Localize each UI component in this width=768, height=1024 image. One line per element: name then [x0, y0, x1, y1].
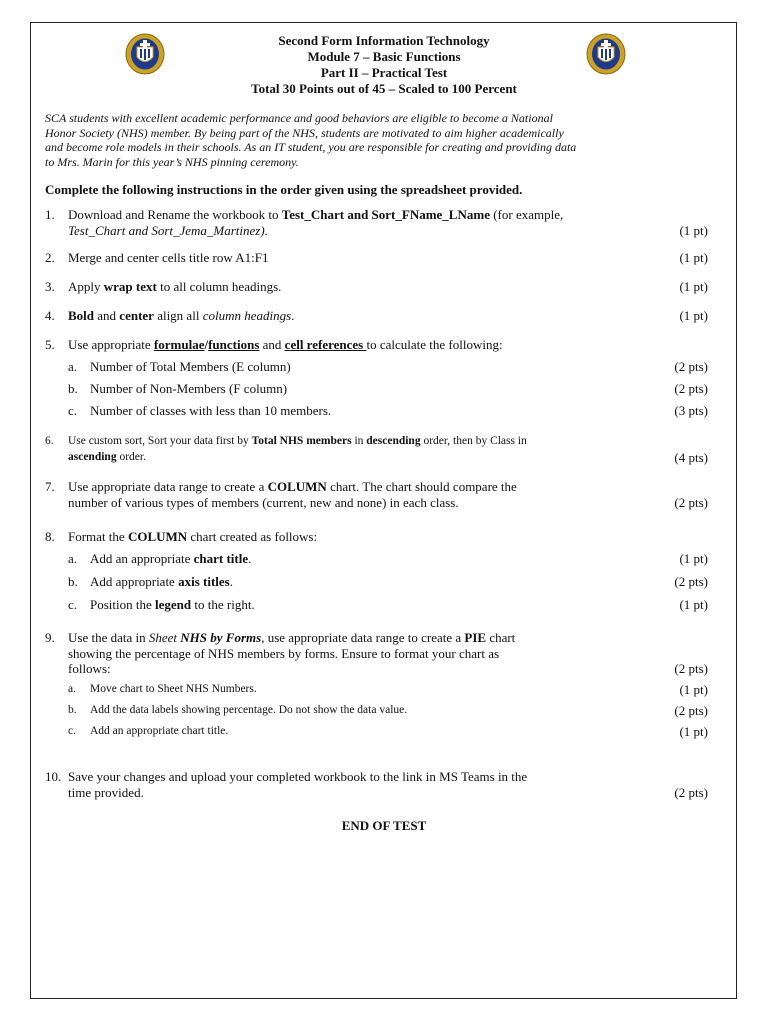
points-label: (1 pt) — [679, 308, 708, 323]
points-label: (3 pts) — [674, 403, 708, 418]
points-label: (4 pts) — [674, 449, 708, 465]
question-6: 6. Use custom sort, Sort your data first by Total NHS members in descending order, then by Class in ascending order. (4 pts) — [45, 435, 708, 465]
points-label: (1 pt) — [679, 250, 708, 265]
question-8: 8. Format the COLUMN chart created as follows: — [45, 529, 318, 544]
course-title: Second Form Information Technology — [278, 33, 490, 48]
module-title: Module 7 – Basic Functions — [307, 49, 461, 64]
question-5: 5. Use appropriate formulae/functions and cell references to calculate the following: — [45, 337, 503, 352]
part-title: Part II – Practical Test — [320, 65, 448, 80]
question-1: 1. Download and Rename the workbook to Test_Chart and Sort_FName_LName (for example, Test_Chart and Sort_Jema_Martinez). (1 pt) — [45, 207, 708, 238]
points-label: (1 pt) — [679, 724, 708, 739]
points-label: (2 pts) — [674, 381, 708, 396]
question-3: 3. Apply wrap text to all column headings. (1 pt) — [45, 279, 708, 294]
points-label: (1 pt) — [679, 551, 708, 566]
end-of-test: END OF TEST — [341, 818, 427, 833]
points-label: (1 pt) — [679, 279, 708, 294]
points-label: (2 pts) — [674, 359, 708, 374]
test-header — [0, 33, 768, 97]
points-title: Total 30 Points out of 45 – Scaled to 100 Percent — [251, 81, 517, 96]
points-label: (1 pt) — [679, 222, 708, 238]
question-2: 2. Merge and center cells title row A1:F1 (1 pt) — [45, 250, 708, 265]
intro-paragraph: SCA students with excellent academic performance and good behaviors are eligible to become a National Honor Society (NHS) member. By being part of the NHS, students are motivated to aim higher academically and become role models in their schools. As an IT student, you are responsible for creating and providing data to Mrs. Marin for this year’s NHS pinning ceremony. — [45, 111, 577, 169]
points-label: (2 pts) — [674, 494, 708, 510]
points-label: (2 pts) — [674, 574, 708, 589]
question-9: 9. Use the data in Sheet NHS by Forms, use appropriate data range to create a PIE chart showing the percentage of NHS members by forms. Ensure to format your chart as follows: (2 pts) — [45, 630, 708, 676]
points-label: (2 pts) — [674, 784, 708, 800]
points-label: (1 pt) — [679, 597, 708, 612]
points-label: (2 pts) — [674, 661, 708, 676]
question-7: 7. Use appropriate data range to create a COLUMN chart. The chart should compare the number of various types of members (current, new and none) in each class. (2 pts) — [45, 479, 708, 510]
question-4: 4. Bold and center align all column headings. (1 pt) — [45, 308, 708, 323]
points-label: (2 pts) — [674, 703, 708, 718]
points-label: (1 pt) — [679, 682, 708, 697]
instructions-directive: Complete the following instructions in the order given using the spreadsheet provided. — [45, 182, 523, 197]
question-10: 10. Save your changes and upload your completed workbook to the link in MS Teams in the time provided. (2 pts) — [45, 769, 708, 800]
